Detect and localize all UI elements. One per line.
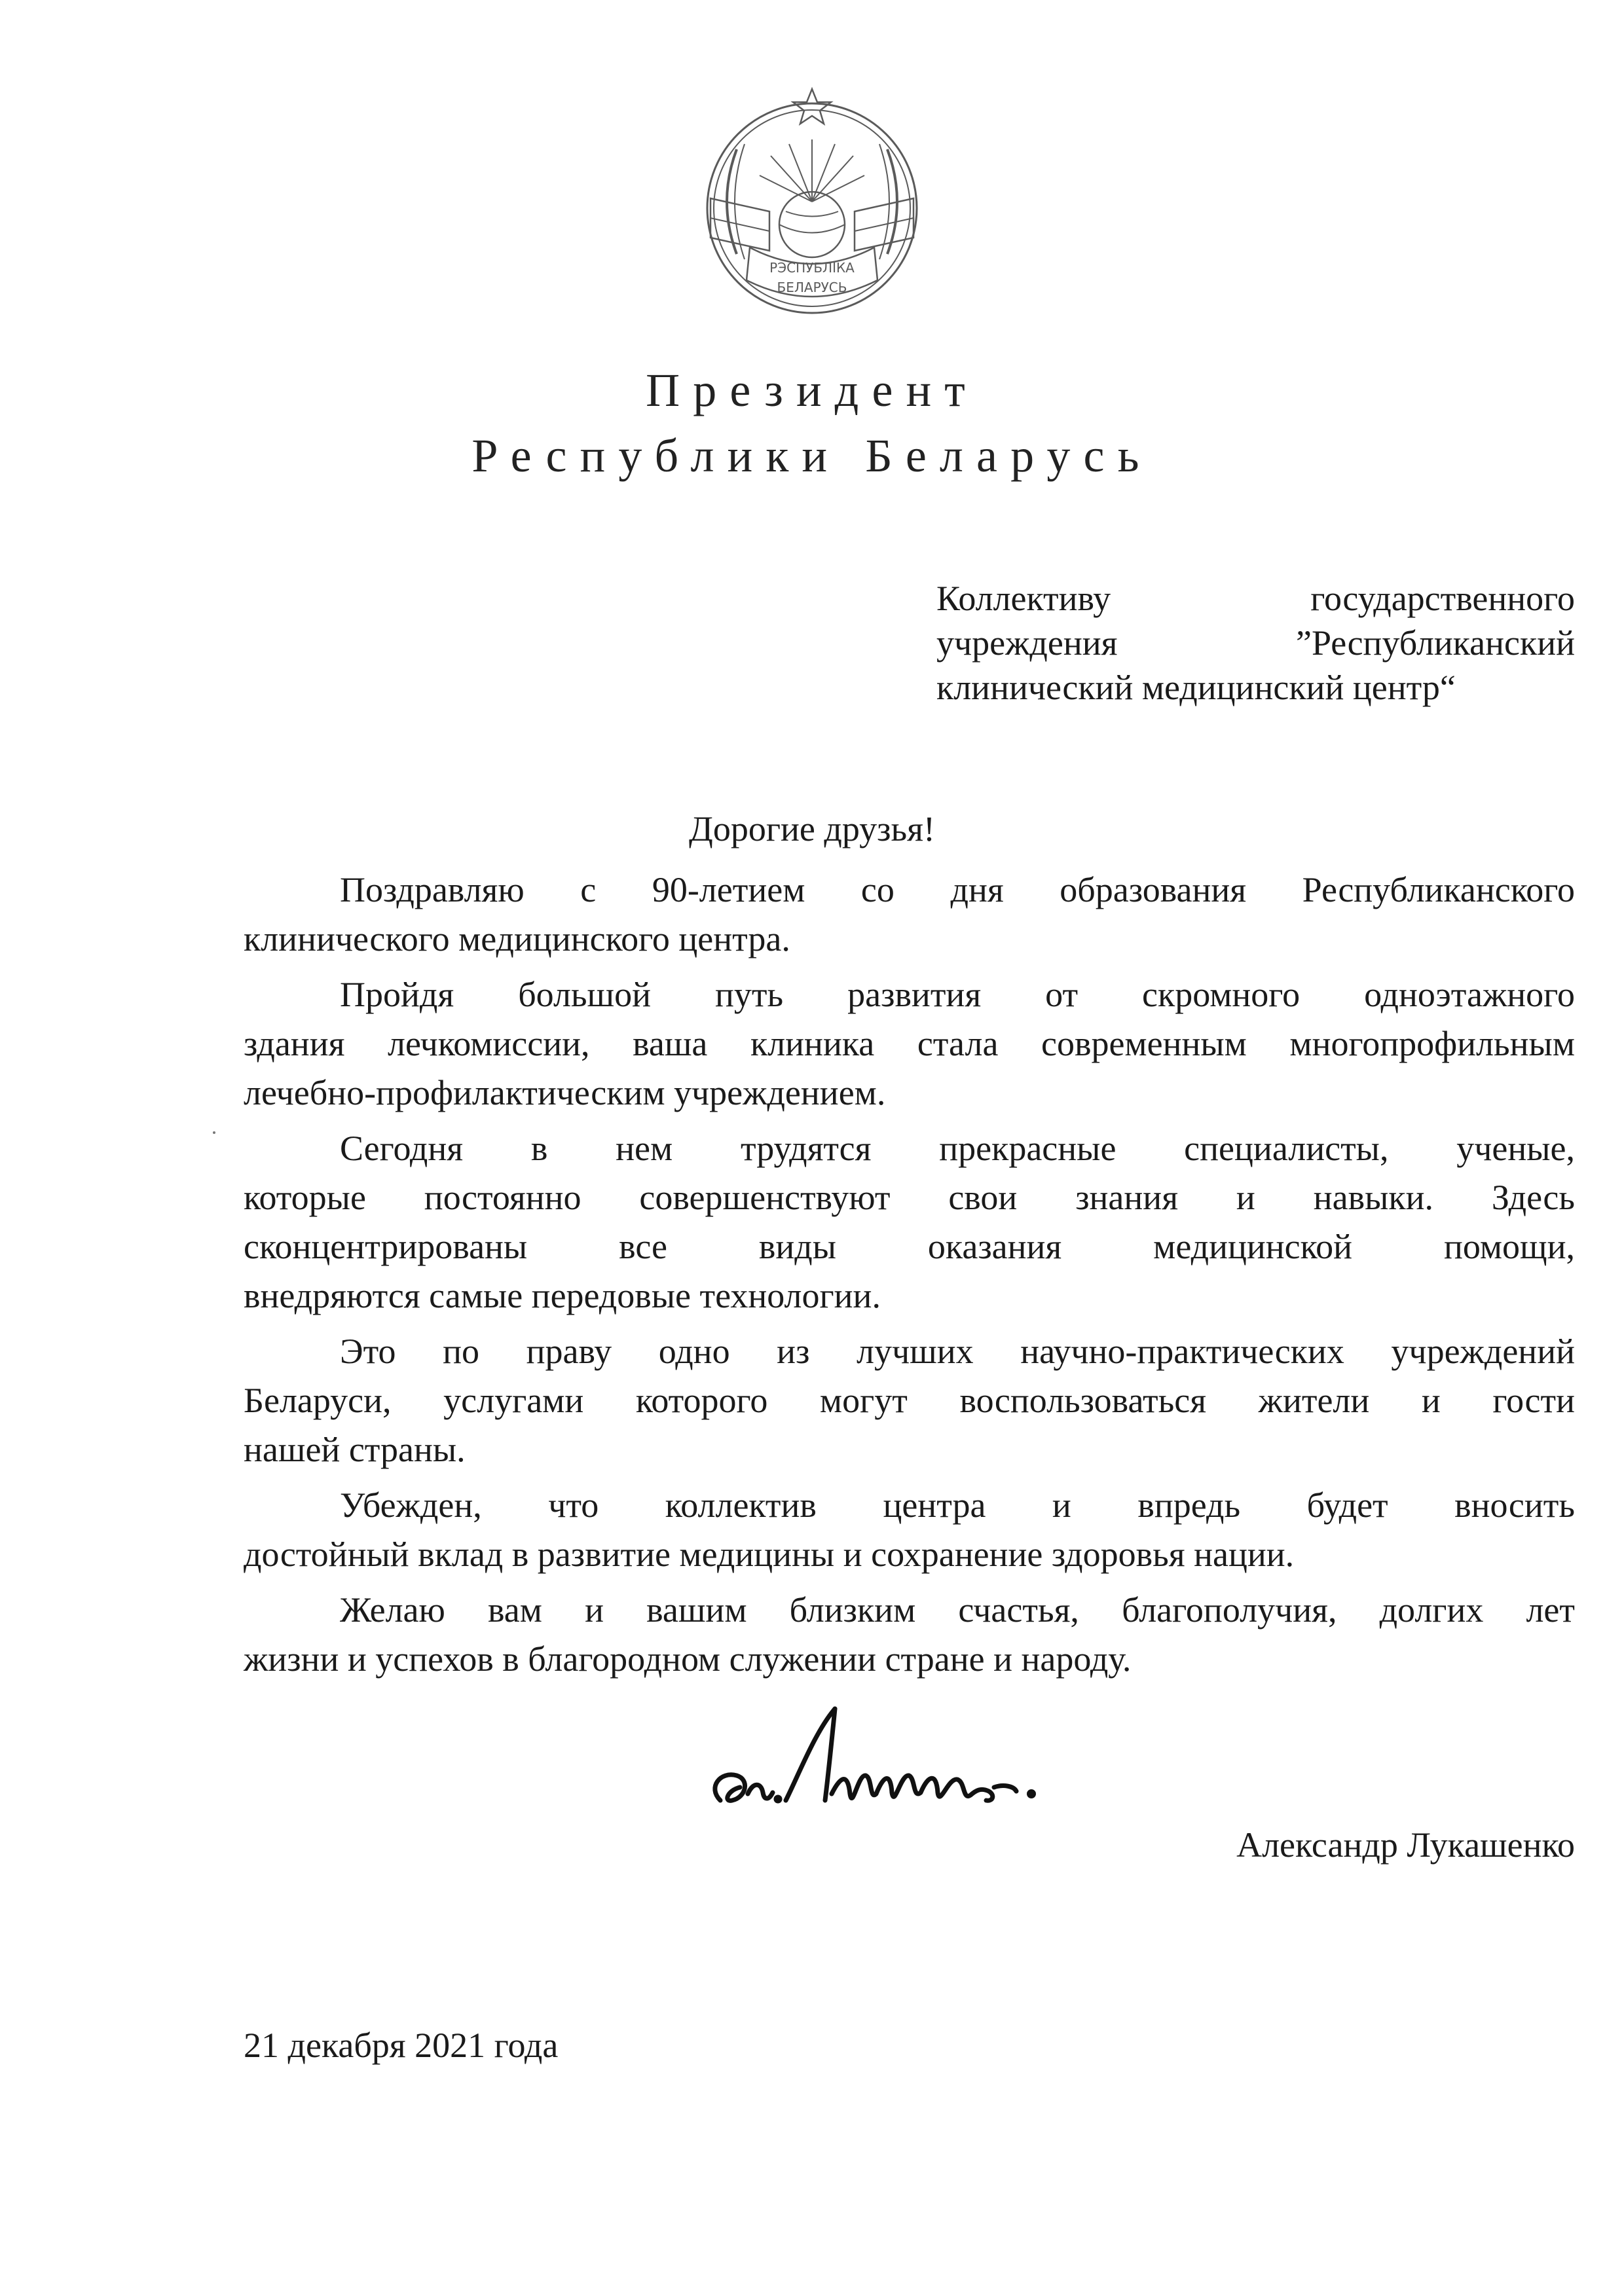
text-line: Сегодня в нем трудятся прекрасные специалисты, ученые, bbox=[340, 1129, 1575, 1168]
text-line: нашей страны. bbox=[244, 1430, 466, 1469]
text-line: Это по праву одно из лучших научно-практических учреждений bbox=[340, 1332, 1575, 1371]
text-line: Беларуси, услугами которого могут воспользоваться жители и гости bbox=[244, 1381, 1575, 1420]
paragraph bbox=[244, 1124, 1575, 1321]
paragraph bbox=[244, 1586, 1575, 1684]
text-line: Пройдя большой путь развития от скромного одноэтажного bbox=[340, 975, 1575, 1014]
scan-speck bbox=[213, 1131, 215, 1134]
text-line: лечебно-профилактическим учреждением. bbox=[244, 1073, 886, 1112]
paragraph bbox=[244, 1481, 1575, 1579]
letter-body bbox=[244, 866, 1575, 1690]
emblem-ribbon-line1: РЭСПУБЛІКА bbox=[769, 260, 855, 276]
text-line: достойный вклад в развитие медицины и сохранение здоровья нации. bbox=[244, 1535, 1295, 1574]
signer-name: Александр Лукашенко bbox=[1236, 1825, 1575, 1865]
text-line: внедряются самые передовые технологии. bbox=[244, 1276, 881, 1315]
title-line-1: Президент bbox=[646, 364, 978, 416]
text-line: Поздравляю с 90-летием со дня образования Республиканского bbox=[340, 870, 1575, 909]
title-line-2: Республики Беларусь bbox=[471, 429, 1153, 482]
paragraph bbox=[244, 970, 1575, 1118]
text-line: клинического медицинского центра. bbox=[244, 919, 790, 958]
addressee-line: Коллективу государственного bbox=[936, 579, 1575, 618]
text-line: сконцентрированы все виды оказания медицинской помощи, bbox=[244, 1227, 1575, 1266]
addressee-block bbox=[936, 576, 1575, 710]
paragraph bbox=[244, 866, 1575, 964]
greeting: Дорогие друзья! bbox=[689, 809, 935, 848]
emblem-ribbon-line2: БЕЛАРУСЬ bbox=[777, 280, 847, 295]
letter-date: 21 декабря 2021 года bbox=[244, 2026, 559, 2065]
text-line: Желаю вам и вашим близким счастья, благополучия, долгих лет bbox=[340, 1590, 1575, 1630]
state-emblem-icon bbox=[691, 84, 933, 326]
paragraph bbox=[244, 1327, 1575, 1474]
addressee-line: учреждения ”Республиканский bbox=[936, 623, 1575, 663]
text-line: Убежден, что коллектив центра и впредь будет вносить bbox=[340, 1485, 1575, 1525]
handwritten-signature bbox=[701, 1696, 1080, 1827]
text-line: здания лечкомиссии, ваша клиника стала современным многопрофильным bbox=[244, 1024, 1575, 1063]
text-line: жизни и успехов в благородном служении стране и народу. bbox=[244, 1639, 1132, 1679]
text-line: которые постоянно совершенствуют свои знания и навыки. Здесь bbox=[244, 1178, 1575, 1217]
addressee-line: клинический медицинский центр“ bbox=[936, 668, 1456, 707]
